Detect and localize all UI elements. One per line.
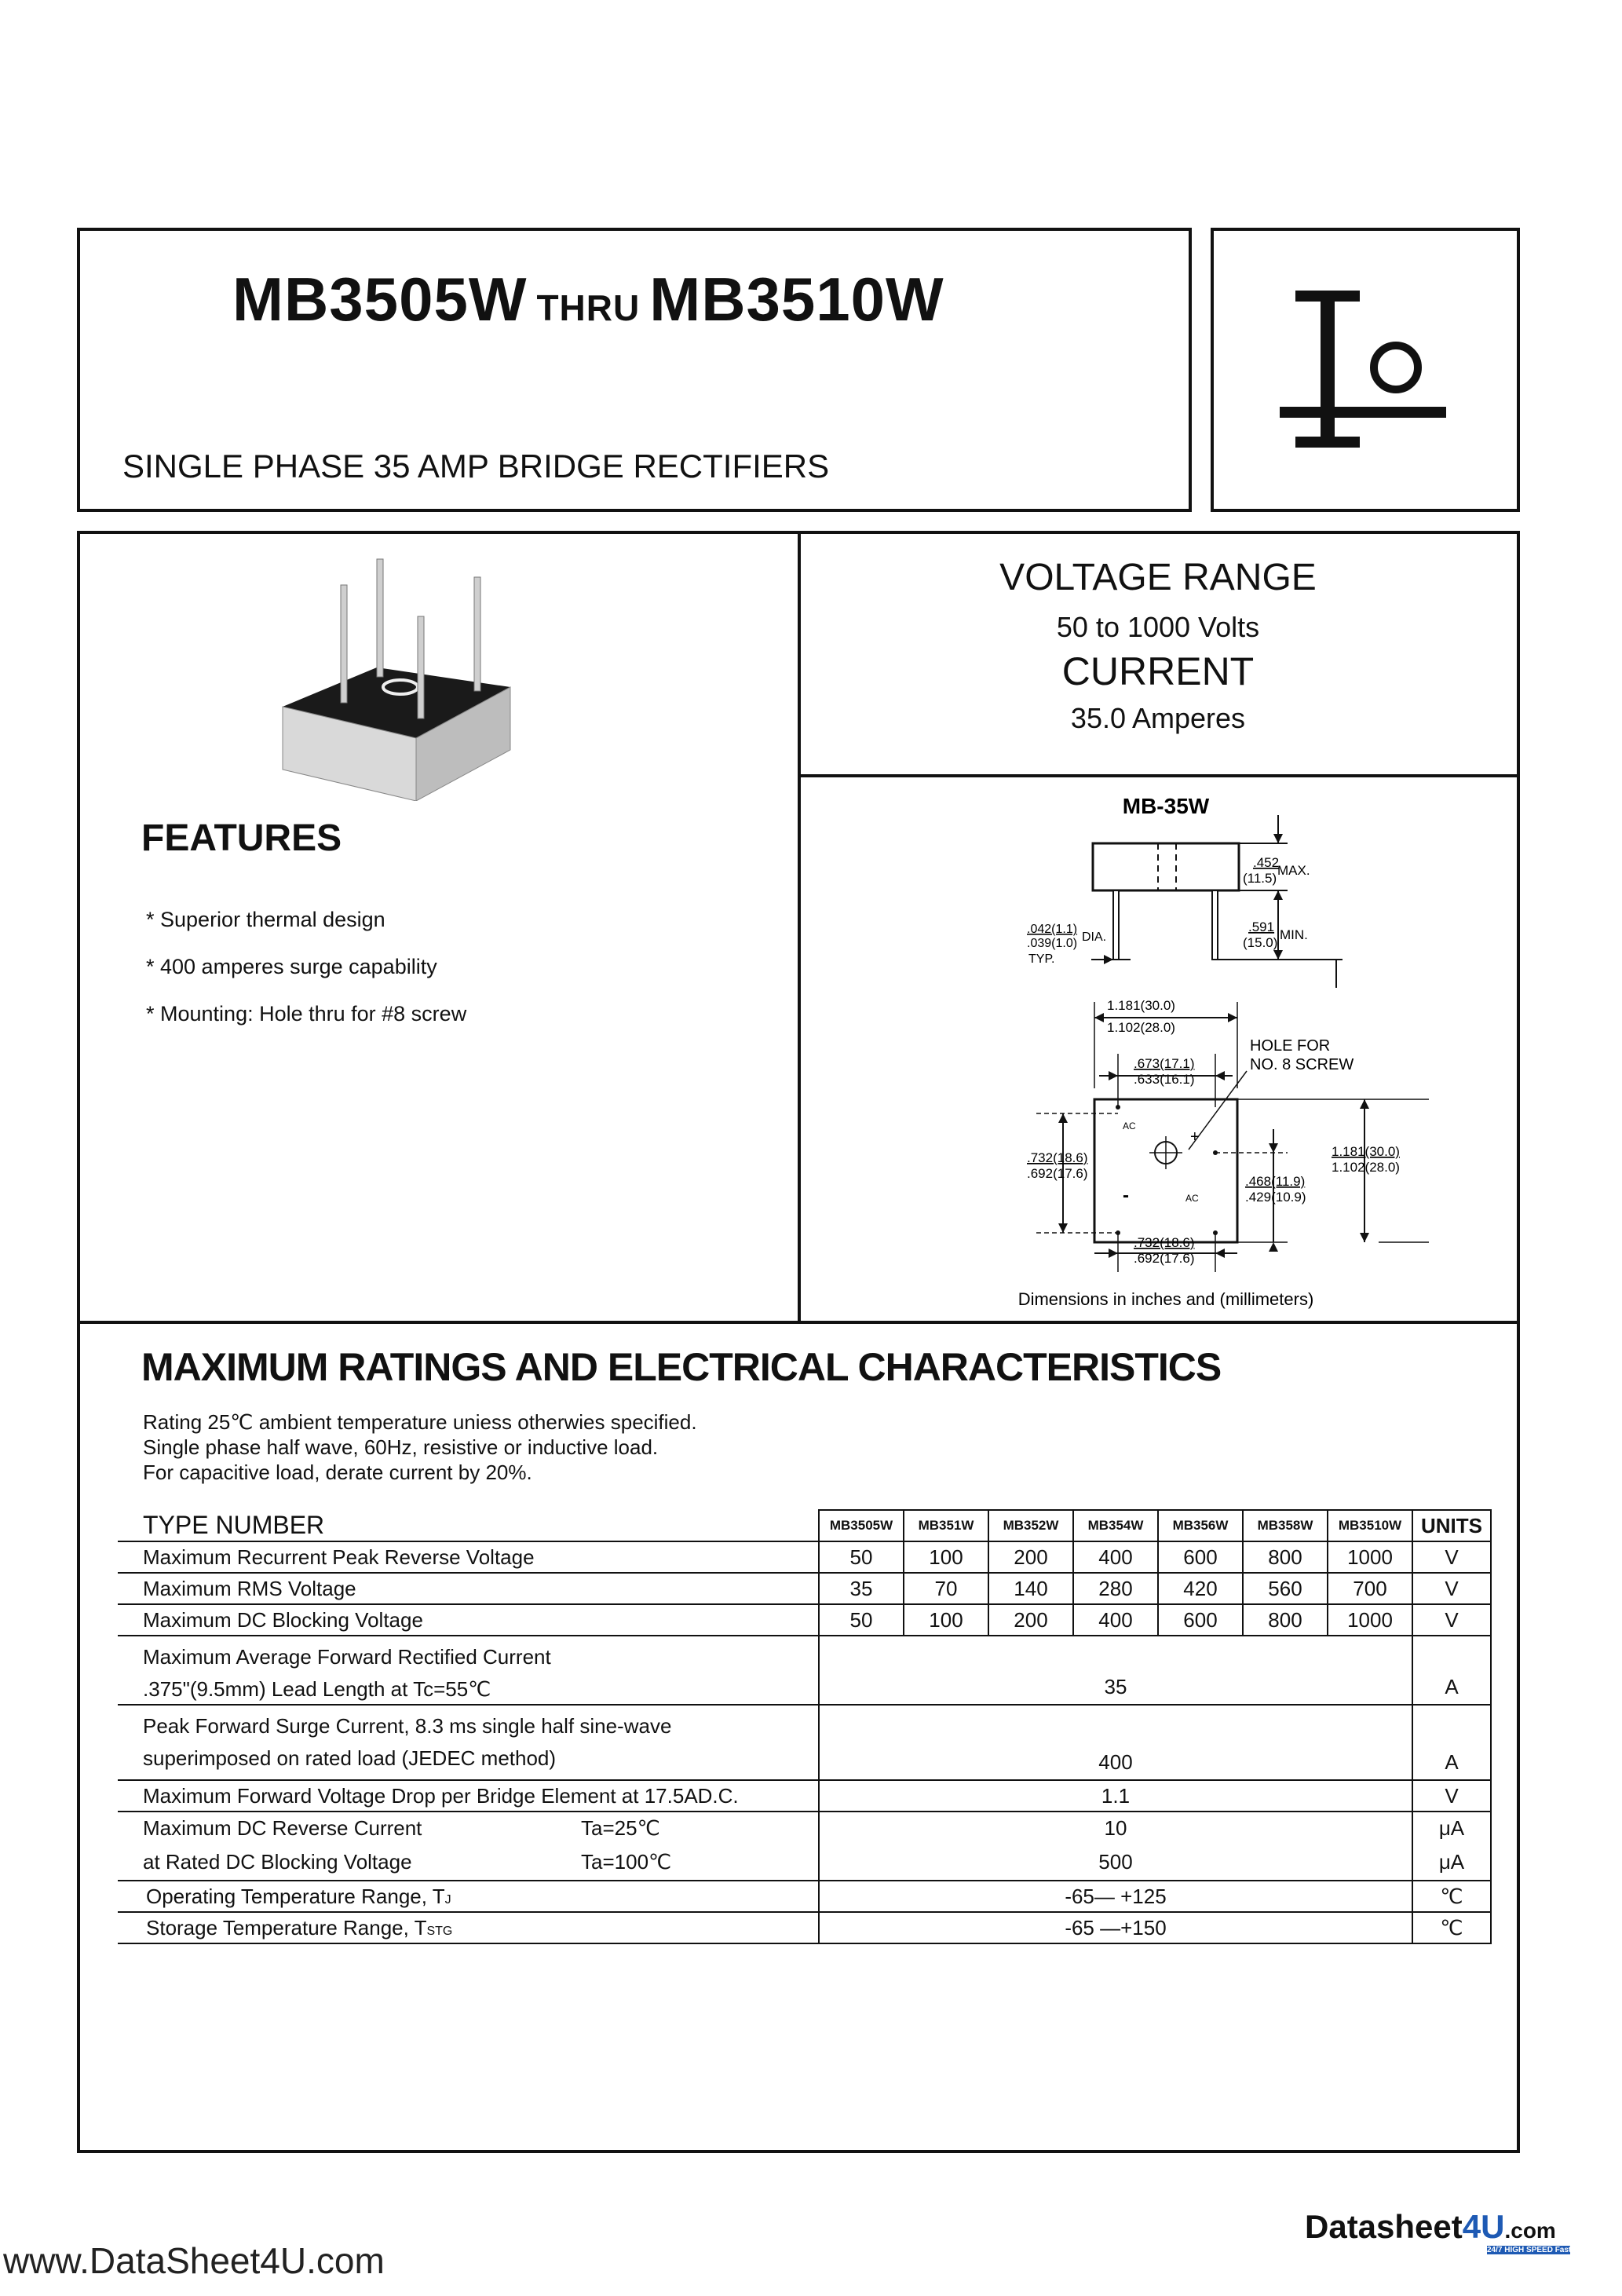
footer-url-link[interactable]: www.DataSheet4U.com: [3, 2240, 385, 2281]
table-row: Maximum Average Forward Rectified Current .375"(9.5mm) Lead Length at Tc=55℃ 35 A: [118, 1636, 1491, 1705]
column-header: MB356W: [1158, 1510, 1243, 1541]
bridge-rectifier-image: [275, 550, 526, 801]
table-row: Peak Forward Surge Current, 8.3 ms single half sine-wave superimposed on rated load (JEDEC method) 400 A: [118, 1705, 1491, 1780]
svg-text:MIN.: MIN.: [1280, 927, 1308, 942]
table-row: Storage Temperature Range, TSTG -65 —+150 ℃: [118, 1912, 1491, 1943]
package-name: MB-35W: [1122, 794, 1210, 818]
rating-note: For capacitive load, derate current by 20%.: [143, 1461, 532, 1484]
current-label: CURRENT: [1061, 649, 1255, 693]
subtitle: SINGLE PHASE 35 AMP BRIDGE RECTIFIERS: [122, 448, 830, 484]
footer-logo[interactable]: Datasheet4U.com 24/7 HIGH SPEED Fast Server: [1305, 2208, 1598, 2254]
ratings-heading: MAXIMUM RATINGS AND ELECTRICAL CHARACTERISTICS: [141, 1345, 1222, 1389]
features-heading: FEATURES: [141, 817, 342, 859]
table-row: Maximum RMS Voltage 35 70 140 280 420 560 700 V: [118, 1573, 1491, 1604]
svg-text:AC: AC: [1123, 1121, 1136, 1132]
feature-item: * Mounting: Hole thru for #8 screw: [146, 1002, 467, 1026]
page-title: MB3505W THRU MB3510W: [232, 265, 944, 334]
feature-item: * 400 amperes surge capability: [146, 955, 437, 978]
svg-text:1.102(28.0): 1.102(28.0): [1332, 1160, 1400, 1175]
column-header: MB352W: [988, 1510, 1073, 1541]
svg-text:.429(10.9): .429(10.9): [1245, 1190, 1306, 1205]
table-row: Maximum Forward Voltage Drop per Bridge Element at 17.5AD.C. 1.1 V: [118, 1780, 1491, 1812]
svg-text:TYP.: TYP.: [1028, 952, 1055, 966]
type-number-label: TYPE NUMBER: [118, 1510, 819, 1541]
svg-text:.042(1.1): .042(1.1): [1027, 923, 1078, 936]
table-row: Maximum DC Blocking Voltage 50 100 200 400 600 800 1000 V: [118, 1604, 1491, 1636]
svg-text:HOLE FOR: HOLE FOR: [1250, 1037, 1331, 1055]
current-value: 35.0 Amperes: [1070, 702, 1246, 734]
svg-text:.039(1.0): .039(1.0): [1027, 937, 1078, 950]
logo-tagline: 24/7 HIGH SPEED Fast Server: [1487, 2246, 1598, 2254]
column-header: MB351W: [904, 1510, 988, 1541]
svg-text:DIA.: DIA.: [1082, 930, 1107, 944]
svg-text:1.102(28.0): 1.102(28.0): [1107, 1020, 1175, 1035]
svg-text:.633(16.1): .633(16.1): [1134, 1072, 1195, 1087]
svg-text:1.181(30.0): 1.181(30.0): [1107, 998, 1175, 1013]
voltage-range-value: 50 to 1000 Volts: [1056, 611, 1260, 643]
svg-text:NO. 8 SCREW: NO. 8 SCREW: [1250, 1056, 1354, 1073]
rating-note: Single phase half wave, 60Hz, resistive or inductive load.: [143, 1435, 659, 1459]
feature-item: * Superior thermal design: [146, 908, 385, 931]
table-row: Maximum DC Reverse Current Ta=25℃ at Rated DC Blocking Voltage Ta=100℃ 10 500 μA μA: [118, 1812, 1491, 1881]
ratings-table: [118, 1509, 1492, 1944]
company-logo-icon: [1280, 283, 1460, 463]
svg-text:.732(18.6): .732(18.6): [1027, 1150, 1088, 1165]
svg-text:AC: AC: [1185, 1193, 1199, 1204]
diagram-caption: Dimensions in inches and (millimeters): [1017, 1289, 1314, 1309]
column-header: MB3510W: [1328, 1510, 1412, 1541]
column-header: MB354W: [1073, 1510, 1158, 1541]
svg-text:MAX.: MAX.: [1277, 863, 1310, 878]
column-header: MB3505W: [819, 1510, 904, 1541]
column-header: MB358W: [1243, 1510, 1328, 1541]
svg-text:.692(17.6): .692(17.6): [1027, 1166, 1088, 1181]
table-row: Operating Temperature Range, TJ -65— +125 ℃: [118, 1881, 1491, 1912]
svg-text:(15.0): (15.0): [1243, 935, 1278, 950]
svg-text:1.181(30.0): 1.181(30.0): [1332, 1144, 1400, 1159]
svg-text:+: +: [1190, 1128, 1200, 1146]
rating-note: Rating 25℃ ambient temperature uniess otherwies specified.: [143, 1410, 697, 1434]
svg-text:.468(11.9): .468(11.9): [1245, 1174, 1306, 1189]
svg-text:.732(18.6): .732(18.6): [1134, 1235, 1195, 1250]
package-dimension-diagram: [801, 777, 1518, 1321]
svg-text:.692(17.6): .692(17.6): [1134, 1251, 1195, 1266]
svg-text:.591: .591: [1248, 919, 1275, 934]
svg-text:-: -: [1123, 1185, 1129, 1206]
table-header-row: [118, 1510, 1491, 1541]
svg-text:(11.5): (11.5): [1243, 871, 1277, 886]
svg-text:.673(17.1): .673(17.1): [1134, 1056, 1195, 1071]
units-header: UNITS: [1412, 1510, 1491, 1541]
voltage-range-label: VOLTAGE RANGE: [999, 557, 1317, 598]
svg-text:.452: .452: [1253, 855, 1280, 870]
table-row: Maximum Recurrent Peak Reverse Voltage 50 100 200 400 600 800 1000 V: [118, 1541, 1491, 1573]
